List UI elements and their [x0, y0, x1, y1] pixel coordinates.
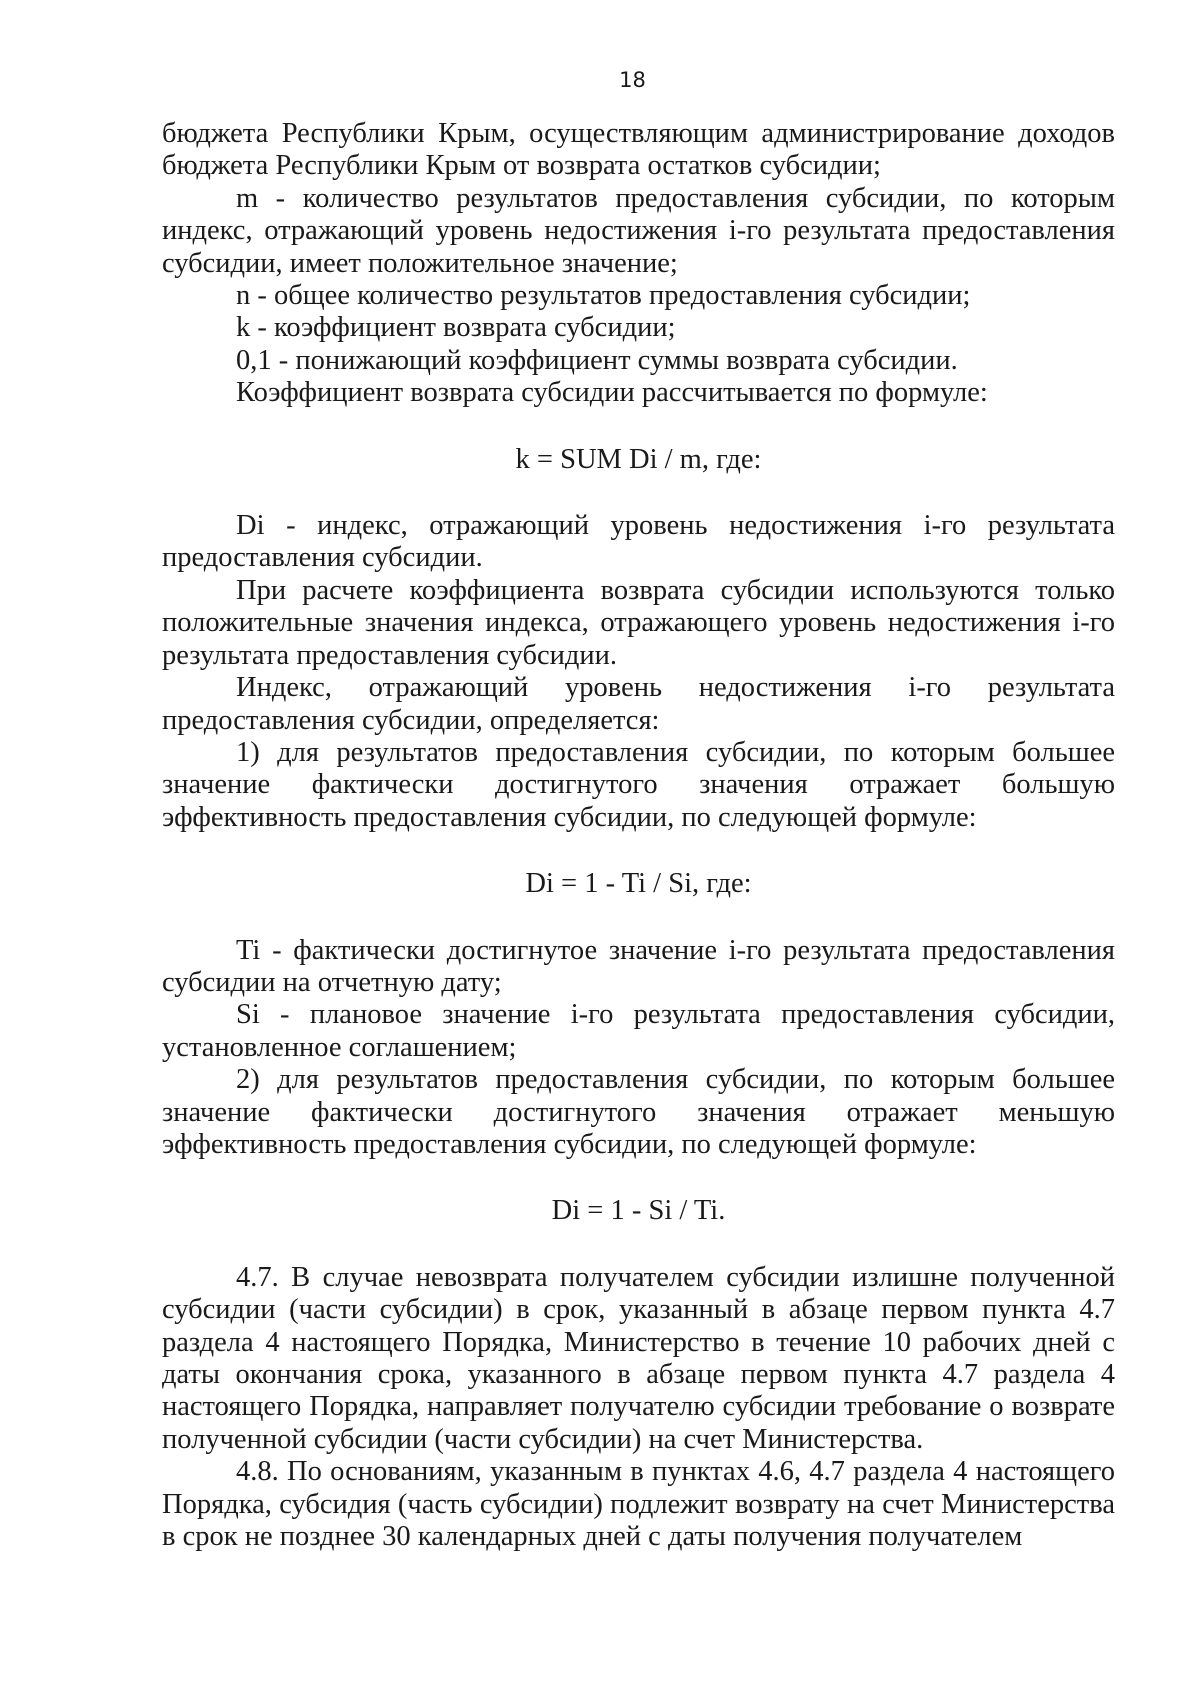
formula-di-2: Di = 1 - Si / Ti. — [551, 1195, 726, 1227]
body-text — [162, 118, 1115, 1553]
paragraph-ti-definition: Ti - фактически достигнутое значение i-го результата предоставления субсидии на отчетную дату; — [162, 934, 1115, 998]
paragraph-reducing-coefficient: 0,1 - понижающий коэффициент суммы возврата субсидии. — [236, 344, 958, 376]
formula-k: k = SUM Di / m, где: — [515, 443, 762, 475]
paragraph-m-definition: m - количество результатов предоставления субсидии, по которым индекс, отражающий уровень недостижения i-го результата предоставления субсидии, имеет положительное значение; — [162, 182, 1115, 279]
paragraph-n-definition: n - общее количество результатов предоставления субсидии; — [236, 280, 971, 312]
paragraph-di-definition: Di - индекс, отражающий уровень недостижения i-го результата предоставления субсидии. — [162, 510, 1115, 574]
paragraph-4-7: 4.7. В случае невозврата получателем субсидии излишне полученной субсидии (части субсидии) в срок, указанный в абзаце первом пункта 4.7 раздела 4 настоящего Порядка, Министерство в течение 10 рабочих дней с даты окончания срока, указанного в абзаце первом пункта 4.7 раздела 4 настоящего Порядка, направляет получателю субсидии требование о возврате полученной субсидии (части субсидии) на счет Министерства. — [162, 1261, 1115, 1455]
paragraph-index-determined: Индекс, отражающий уровень недостижения i-го результата предоставления субсидии, определяется: — [162, 672, 1115, 736]
paragraph-4-8: 4.8. По основаниям, указанным в пунктах 4.6, 4.7 раздела 4 настоящего Порядка, субсидия (часть субсидии) подлежит возврату на счет Министерства в срок не позднее 30 календарных дней с даты получения получателем — [162, 1456, 1115, 1553]
page-number: 18 — [619, 68, 646, 92]
paragraph-positive-values: При расчете коэффициента возврата субсидии используются только положительные значения индекса, отражающего уровень недостижения i-го результата предоставления субсидии. — [162, 574, 1115, 671]
formula-di-1: Di = 1 - Ti / Si, где: — [525, 868, 752, 900]
paragraph-coefficient-formula-intro: Коэффициент возврата субсидии рассчитывается по формуле: — [236, 377, 988, 409]
paragraph-case-2: 2) для результатов предоставления субсидии, по которым большее значение фактически достигнутого значения отражает меньшую эффективность предоставления субсидии, по следующей формуле: — [162, 1064, 1115, 1160]
paragraph-si-definition: Si - плановое значение i-го результата предоставления субсидии, установленное соглашением; — [162, 999, 1115, 1063]
paragraph-case-1: 1) для результатов предоставления субсидии, по которым большее значение фактически достигнутого значения отражает большую эффективность предоставления субсидии, по следующей формуле: — [162, 736, 1115, 833]
paragraph-budget-admin: бюджета Республики Крым, осуществляющим администрирование доходов бюджета Республики Крым от возврата остатков субсидии; — [162, 118, 1115, 182]
paragraph-k-definition: k - коэффициент возврата субсидии; — [236, 312, 676, 344]
